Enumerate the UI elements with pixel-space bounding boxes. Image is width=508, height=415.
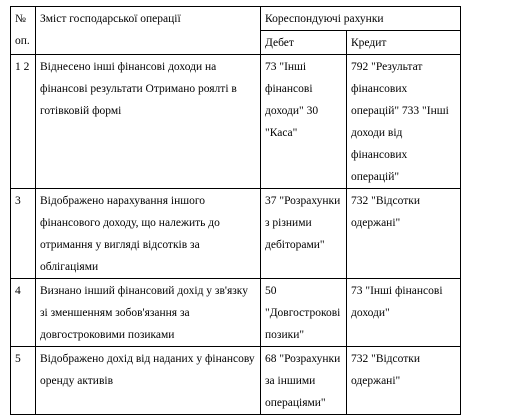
row-num: 3 [11,189,36,279]
row-credit: 732 "Відсотки одержані" [347,189,461,279]
row-content: Віднесено інші фінансові доходи на фінансові результати Отримано роялті в готівковій формі [36,55,261,189]
table-row [11,347,461,415]
row-debit: 68 "Розрахунки за іншими операціями" [261,347,347,415]
row-content: Відображено дохід від наданих у фінансову оренду активів [36,347,261,415]
row-num: 1 2 [11,55,36,189]
header-num: № оп. [11,7,36,55]
row-debit: 73 "Інші фінансові доходи" 30 "Каса" [261,55,347,189]
table-row [11,189,461,279]
header-row [11,7,461,31]
operations-table [10,6,461,415]
table-row [11,55,461,189]
row-credit: 792 "Результат фінансових операцій" 733 "Інші доходи від фінансових операцій" [347,55,461,189]
row-debit: 50 "Довгострокові позики" [261,279,347,347]
header-credit: Кредит [347,31,461,55]
row-num: 4 [11,279,36,347]
table-row [11,279,461,347]
header-accounts: Кореспондуючі рахунки [261,7,461,31]
row-content: Відображено нарахування іншого фінансового доходу, що належить до отримання у вигляді відсотків за облігаціями [36,189,261,279]
header-debit: Дебет [261,31,347,55]
row-num: 5 [11,347,36,415]
row-content: Визнано інший фінансовий дохід у зв'язку зі зменшенням зобов'язання за довгостроковими позиками [36,279,261,347]
row-credit: 732 "Відсотки одержані" [347,347,461,415]
row-credit: 73 "Інші фінансові доходи" [347,279,461,347]
header-content: Зміст господарської операції [36,7,261,55]
row-debit: 37 "Розрахунки з різними дебіторами" [261,189,347,279]
